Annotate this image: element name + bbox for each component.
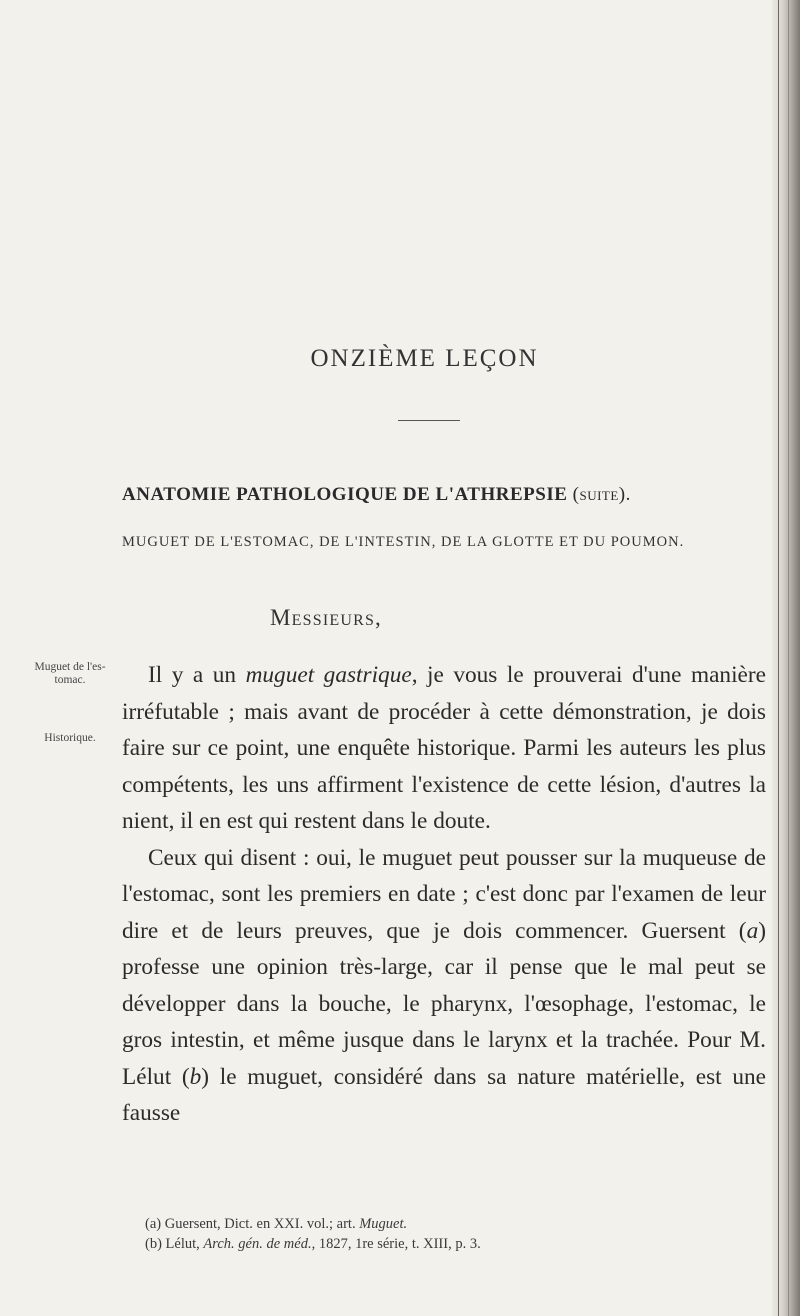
footnotes <box>145 1214 745 1254</box>
emphasis-muguet-gastrique: muguet gastrique <box>245 662 412 688</box>
chapter-subtitle: MUGUET DE L'ESTOMAC, DE L'INTESTIN, DE LA GLOTTE ET DU POUMON. <box>122 534 685 550</box>
body-text <box>122 657 766 1132</box>
salutation: Messieurs, <box>270 605 382 630</box>
footnote-ref-a: a <box>746 917 759 944</box>
lesson-heading: ONZIÈME LEÇON <box>310 345 539 372</box>
footnote-a: (a) Guersent, Dict. en XXI. vol.; art. Muguet. <box>145 1216 408 1232</box>
page-edge-shadow <box>772 0 800 1316</box>
paragraph-1: Il y a un muguet gastrique, je vous le prouverai d'une manière irréfutable ; mais avant de procéder à cette démonstration, je dois faire sur ce point, une enquête historique. Parmi les auteurs les plus compétents, les uns affirment l'existence de cette lésion, d'autres la nient, il en est qui restent dans le doute. <box>122 662 766 834</box>
margin-note-muguet: Muguet de l'es-tomac. <box>34 661 106 686</box>
margin-note-historique: Historique. <box>44 732 96 744</box>
chapter-title <box>122 484 762 506</box>
chapter-title-suffix: (suite). <box>572 484 631 505</box>
heading-rule <box>398 420 460 421</box>
paragraph-2: Ceux qui disent : oui, le muguet peut pousser sur la muqueuse de l'estomac, sont les premiers en date ; c'est donc par l'examen de leur dire et de leurs preuves, que je dois commencer. Guersent (a) professe une opinion très-large, car il pense que le mal peut se développer dans la bouche, le pharynx, l'œsophage, l'estomac, le gros intestin, et même jusque dans le larynx et la trachée. Pour M. Lélut (b) le muguet, considéré dans sa nature matérielle, est une fausse <box>122 844 767 1126</box>
chapter-title-main: ANATOMIE PATHOLOGIQUE DE L'ATHREPSIE <box>122 484 568 505</box>
footnote-ref-b: b <box>189 1063 202 1090</box>
footnote-b: (b) Lélut, Arch. gén. de méd., 1827, 1re série, t. XIII, p. 3. <box>145 1236 481 1252</box>
